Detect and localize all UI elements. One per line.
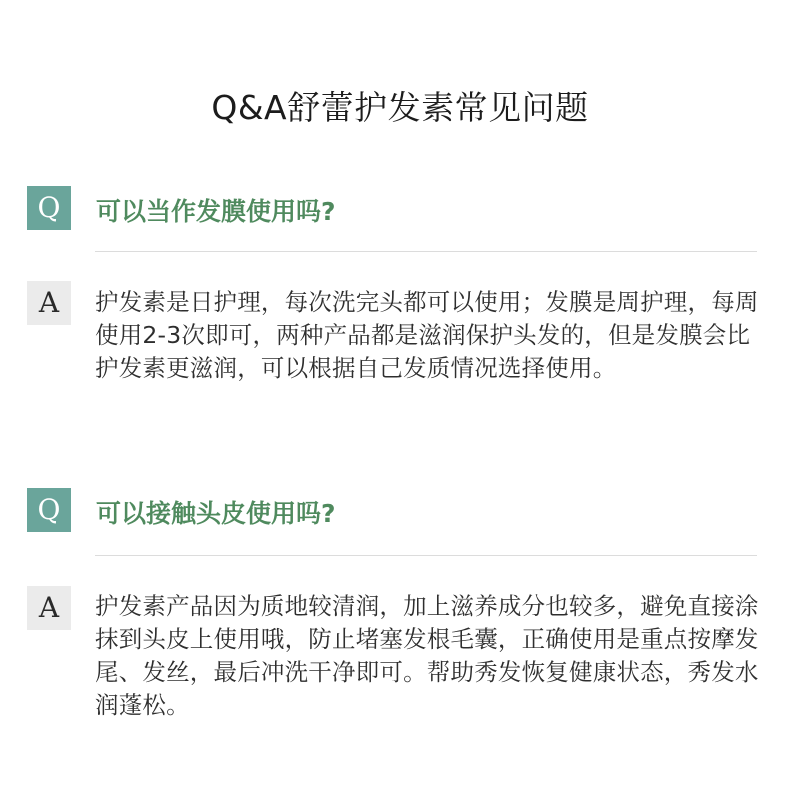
answer-text: 护发素是日护理，每次洗完头都可以使用；发膜是周护理，每周使用2-3次即可，两种产品都是滋润保护头发的，但是发膜会比护发素更滋润，可以根据自己发质情况选择使用。: [95, 288, 759, 382]
question-text: 可以接触头皮使用吗?: [96, 499, 336, 528]
question-badge: Q: [27, 186, 71, 230]
question-badge: Q: [27, 488, 71, 532]
question-text: 可以当作发膜使用吗?: [96, 197, 336, 226]
divider: [95, 251, 757, 252]
page-title: Q&A舒蕾护发素常见问题: [211, 88, 589, 127]
answer-badge: A: [27, 281, 71, 325]
answer-text: 护发素产品因为质地较清润，加上滋养成分也较多，避免直接涂抹到头皮上使用哦，防止堵塞发根毛囊，正确使用是重点按摩发尾、发丝，最后冲洗干净即可。帮助秀发恢复健康状态，秀发水润蓬松。: [95, 592, 759, 719]
divider: [95, 555, 757, 556]
answer-badge: A: [27, 586, 71, 630]
